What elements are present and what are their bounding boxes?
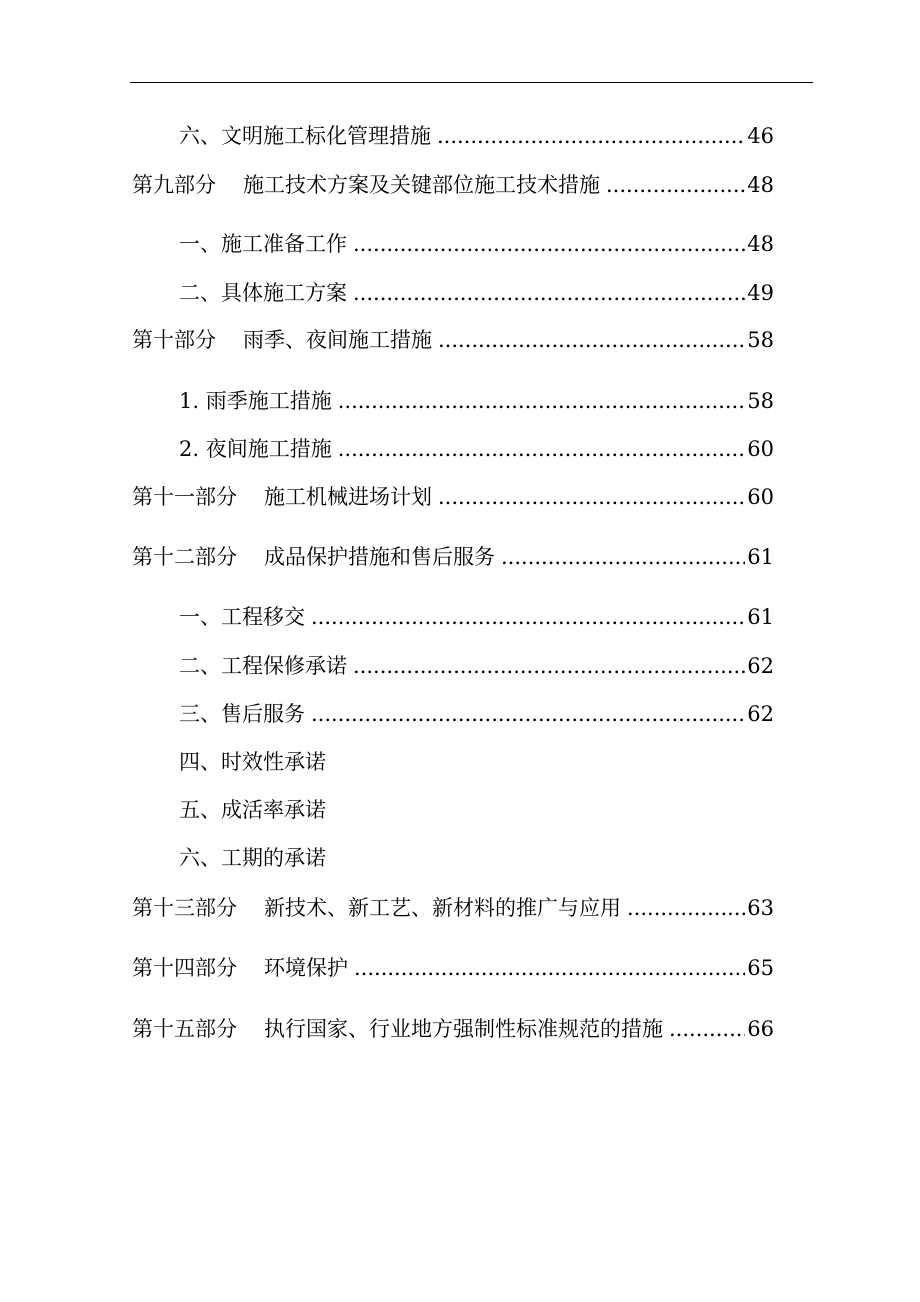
toc-entry-title: 1. 雨季施工措施 [179, 389, 332, 413]
toc-entry[interactable] [132, 541, 774, 573]
toc-entry[interactable] [132, 952, 774, 984]
toc-page-number: 66 [747, 1017, 774, 1041]
toc-page-number: 61 [747, 605, 774, 629]
toc-entry-title: 二、具体施工方案 [179, 281, 347, 305]
toc-entry-title: 四、时效性承诺 [179, 750, 326, 774]
toc-page-number: 48 [747, 173, 774, 197]
toc-page-number: 62 [747, 702, 774, 726]
toc-entry[interactable] [179, 698, 774, 730]
toc-part-label: 第十五部分 [132, 1017, 237, 1041]
toc-entry[interactable] [179, 746, 326, 778]
toc-entry-title: 二、工程保修承诺 [179, 654, 347, 678]
toc-entry-title: 六、文明施工标化管理措施 [179, 124, 431, 148]
toc-dot-leader [311, 698, 745, 730]
toc-entry-title: 六、工期的承诺 [179, 846, 326, 870]
toc-page-number: 46 [747, 124, 774, 148]
toc-entry-title: 2. 夜间施工措施 [179, 437, 332, 461]
toc-entry[interactable] [179, 385, 774, 417]
toc-dot-leader [353, 650, 745, 682]
toc-page-number: 62 [747, 654, 774, 678]
toc-entry[interactable] [179, 433, 774, 465]
header-rule [130, 82, 813, 83]
toc-dot-leader [311, 601, 745, 633]
toc-dot-leader [437, 120, 745, 152]
toc-entry[interactable] [179, 650, 774, 682]
toc-entry[interactable] [179, 794, 326, 826]
toc-part-label: 第十四部分 [132, 956, 237, 980]
toc-entry[interactable] [179, 228, 774, 260]
toc-page-number: 63 [747, 896, 774, 920]
toc-dot-leader [438, 324, 745, 356]
toc-dot-leader [438, 481, 745, 513]
toc-entry-title: 施工机械进场计划 [264, 485, 432, 509]
toc-part-label: 第十部分 [132, 328, 216, 352]
toc-page-number: 48 [747, 232, 774, 256]
toc-entry-title: 一、工程移交 [179, 605, 305, 629]
toc-dot-leader [501, 541, 745, 573]
toc-entry[interactable] [132, 1013, 774, 1045]
toc-part-label: 第十三部分 [132, 896, 237, 920]
toc-entry[interactable] [132, 481, 774, 513]
toc-dot-leader [606, 169, 745, 201]
toc-entry[interactable] [132, 324, 774, 356]
toc-entry[interactable] [179, 277, 774, 309]
toc-entry[interactable] [132, 169, 774, 201]
toc-dot-leader [353, 277, 745, 309]
toc-dot-leader [627, 892, 745, 924]
toc-page-number: 65 [747, 956, 774, 980]
toc-entry-title: 雨季、夜间施工措施 [243, 328, 432, 352]
toc-page-number: 60 [747, 485, 774, 509]
toc-dot-leader [669, 1013, 745, 1045]
toc-entry[interactable] [179, 120, 774, 152]
toc-page-number: 60 [747, 437, 774, 461]
toc-entry[interactable] [179, 601, 774, 633]
toc-entry-title: 新技术、新工艺、新材料的推广与应用 [264, 896, 621, 920]
toc-page-number: 58 [747, 389, 774, 413]
toc-entry[interactable] [132, 892, 774, 924]
toc-entry-title: 五、成活率承诺 [179, 798, 326, 822]
toc-page-number: 49 [747, 281, 774, 305]
toc-entry[interactable] [179, 842, 326, 874]
toc-dot-leader [338, 433, 746, 465]
toc-part-label: 第十一部分 [132, 485, 237, 509]
toc-part-label: 第九部分 [132, 173, 216, 197]
toc-entry-title: 执行国家、行业地方强制性标准规范的措施 [264, 1017, 663, 1041]
toc-entry-title: 成品保护措施和售后服务 [264, 545, 495, 569]
toc-entry-title: 施工技术方案及关键部位施工技术措施 [243, 173, 600, 197]
toc-dot-leader [338, 385, 746, 417]
toc-dot-leader [353, 228, 745, 260]
toc-entry-title: 环境保护 [264, 956, 348, 980]
toc-dot-leader [354, 952, 745, 984]
toc-entry-title: 一、施工准备工作 [179, 232, 347, 256]
toc-page-number: 61 [747, 545, 774, 569]
toc-page-number: 58 [747, 328, 774, 352]
toc-entry-title: 三、售后服务 [179, 702, 305, 726]
toc-part-label: 第十二部分 [132, 545, 237, 569]
